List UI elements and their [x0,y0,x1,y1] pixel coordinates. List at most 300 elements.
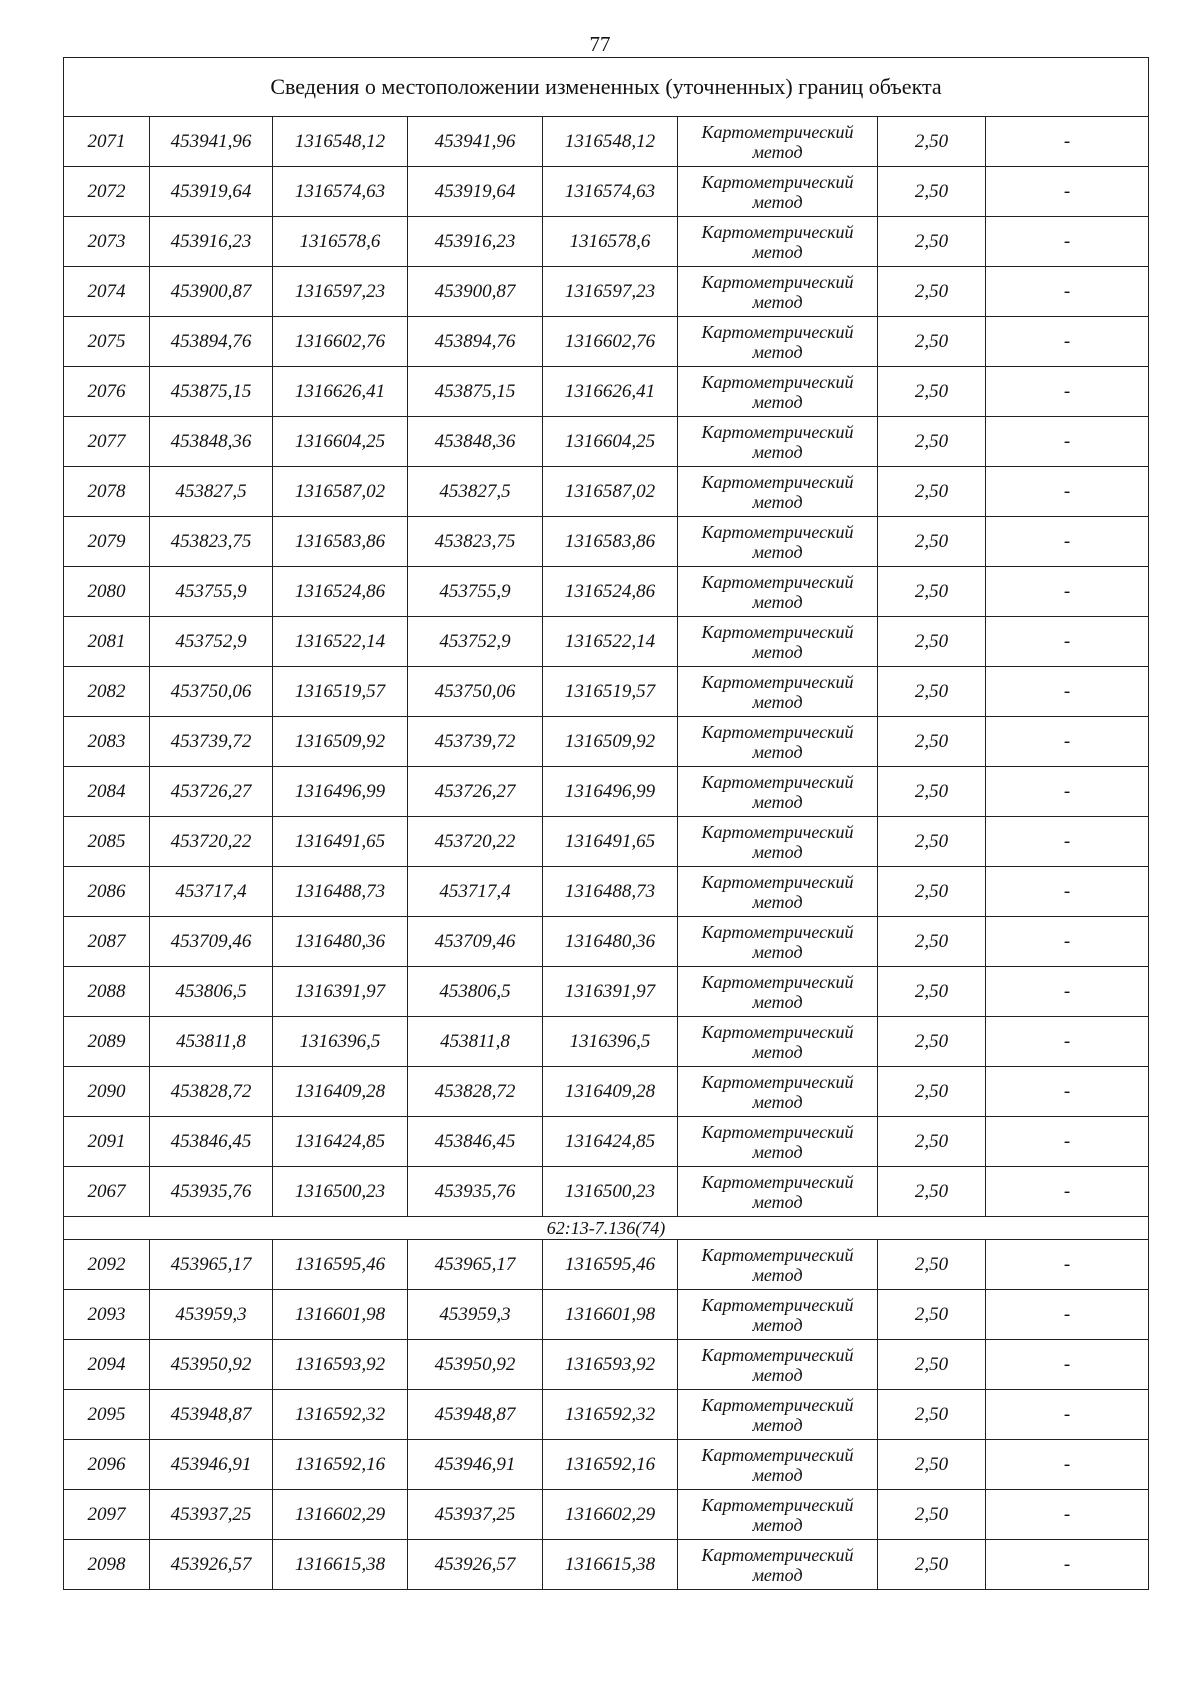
table-row [64,867,1149,917]
accuracy-cell: 2,50 [878,1117,986,1167]
accuracy-cell: 2,50 [878,467,986,517]
y-refined-cell: 1316491,65 [543,817,678,867]
accuracy-cell: 2,50 [878,617,986,667]
y-refined-cell: 1316592,16 [543,1440,678,1490]
y-existing-cell: 1316592,32 [273,1390,408,1440]
point-number-cell: 2077 [64,417,150,467]
method-cell [678,617,878,667]
method-line-2: метод [752,241,803,262]
method-line-1: Картометрический [701,921,854,942]
table-row [64,817,1149,867]
description-cell: - [986,367,1149,417]
table-row [64,717,1149,767]
x-existing-cell: 453919,64 [150,167,273,217]
method-line-2: метод [752,941,803,962]
method-line-2: метод [752,1091,803,1112]
accuracy-cell: 2,50 [878,917,986,967]
description-cell: - [986,1390,1149,1440]
x-existing-cell: 453752,9 [150,617,273,667]
y-existing-cell: 1316602,76 [273,317,408,367]
method-line-1: Картометрический [701,371,854,392]
y-refined-cell: 1316578,6 [543,217,678,267]
method-line-1: Картометрический [701,871,854,892]
method-line-2: метод [752,491,803,512]
accuracy-cell: 2,50 [878,1490,986,1540]
x-existing-cell: 453894,76 [150,317,273,367]
method-cell [678,1167,878,1217]
y-existing-cell: 1316509,92 [273,717,408,767]
x-existing-cell: 453846,45 [150,1117,273,1167]
y-refined-cell: 1316604,25 [543,417,678,467]
x-existing-cell: 453750,06 [150,667,273,717]
accuracy-cell: 2,50 [878,1540,986,1590]
x-existing-cell: 453823,75 [150,517,273,567]
y-existing-cell: 1316583,86 [273,517,408,567]
y-refined-cell: 1316519,57 [543,667,678,717]
y-refined-cell: 1316500,23 [543,1167,678,1217]
method-line-1: Картометрический [701,171,854,192]
method-cell [678,667,878,717]
y-refined-cell: 1316391,97 [543,967,678,1017]
method-line-1: Картометрический [701,1071,854,1092]
y-existing-cell: 1316592,16 [273,1440,408,1490]
point-number-cell: 2087 [64,917,150,967]
method-line-2: метод [752,1041,803,1062]
y-refined-cell: 1316592,32 [543,1390,678,1440]
x-existing-cell: 453948,87 [150,1390,273,1440]
x-refined-cell: 453937,25 [408,1490,543,1540]
description-cell: - [986,1240,1149,1290]
x-refined-cell: 453709,46 [408,917,543,967]
x-existing-cell: 453937,25 [150,1490,273,1540]
method-cell [678,1017,878,1067]
accuracy-cell: 2,50 [878,867,986,917]
x-refined-cell: 453750,06 [408,667,543,717]
method-line-2: метод [752,841,803,862]
y-existing-cell: 1316595,46 [273,1240,408,1290]
description-cell: - [986,667,1149,717]
accuracy-cell: 2,50 [878,567,986,617]
method-line-1: Картометрический [701,1494,854,1515]
x-refined-cell: 453959,3 [408,1290,543,1340]
method-line-1: Картометрический [701,271,854,292]
accuracy-cell: 2,50 [878,417,986,467]
method-line-1: Картометрический [701,571,854,592]
x-existing-cell: 453900,87 [150,267,273,317]
accuracy-cell: 2,50 [878,517,986,567]
method-line-2: метод [752,1564,803,1585]
y-existing-cell: 1316424,85 [273,1117,408,1167]
method-line-2: метод [752,991,803,1012]
method-line-2: метод [752,141,803,162]
table-row [64,767,1149,817]
method-line-2: метод [752,341,803,362]
accuracy-cell: 2,50 [878,367,986,417]
accuracy-cell: 2,50 [878,1017,986,1067]
method-line-1: Картометрический [701,1444,854,1465]
method-line-1: Картометрический [701,1394,854,1415]
method-cell [678,867,878,917]
table-row [64,1390,1149,1440]
table-row [64,667,1149,717]
method-cell [678,1390,878,1440]
y-existing-cell: 1316522,14 [273,617,408,667]
section-label: 62:13-7.136(74) [64,1217,1149,1240]
method-line-1: Картометрический [701,1244,854,1265]
method-cell [678,1240,878,1290]
method-cell [678,1340,878,1390]
x-existing-cell: 453941,96 [150,117,273,167]
method-line-1: Картометрический [701,1121,854,1142]
y-existing-cell: 1316604,25 [273,417,408,467]
y-existing-cell: 1316496,99 [273,767,408,817]
method-line-2: метод [752,1414,803,1435]
method-line-2: метод [752,1314,803,1335]
description-cell: - [986,1017,1149,1067]
table-row [64,1067,1149,1117]
y-existing-cell: 1316491,65 [273,817,408,867]
method-line-1: Картометрический [701,421,854,442]
x-existing-cell: 453950,92 [150,1340,273,1390]
point-number-cell: 2074 [64,267,150,317]
table-title: Сведения о местоположении измененных (уточненных) границ объекта [64,58,1149,117]
method-line-2: метод [752,591,803,612]
accuracy-cell: 2,50 [878,1390,986,1440]
description-cell: - [986,217,1149,267]
method-line-2: метод [752,791,803,812]
table-row [64,417,1149,467]
x-refined-cell: 453726,27 [408,767,543,817]
method-cell [678,1067,878,1117]
table-row [64,1117,1149,1167]
y-existing-cell: 1316519,57 [273,667,408,717]
table-row [64,917,1149,967]
method-cell [678,467,878,517]
description-cell: - [986,717,1149,767]
method-line-2: метод [752,1141,803,1162]
description-cell: - [986,1067,1149,1117]
point-number-cell: 2075 [64,317,150,367]
method-cell [678,417,878,467]
point-number-cell: 2071 [64,117,150,167]
y-existing-cell: 1316626,41 [273,367,408,417]
method-line-1: Картометрический [701,1544,854,1565]
x-refined-cell: 453946,91 [408,1440,543,1490]
method-cell [678,217,878,267]
x-refined-cell: 453935,76 [408,1167,543,1217]
y-existing-cell: 1316587,02 [273,467,408,517]
method-cell [678,267,878,317]
x-existing-cell: 453709,46 [150,917,273,967]
accuracy-cell: 2,50 [878,967,986,1017]
accuracy-cell: 2,50 [878,1167,986,1217]
y-refined-cell: 1316583,86 [543,517,678,567]
table-row [64,1017,1149,1067]
table-row [64,467,1149,517]
description-cell: - [986,1290,1149,1340]
y-existing-cell: 1316500,23 [273,1167,408,1217]
x-refined-cell: 453916,23 [408,217,543,267]
accuracy-cell: 2,50 [878,117,986,167]
method-line-1: Картометрический [701,471,854,492]
table-row [64,617,1149,667]
method-line-1: Картометрический [701,1344,854,1365]
section-row [64,1217,1149,1240]
point-number-cell: 2090 [64,1067,150,1117]
method-cell [678,367,878,417]
y-existing-cell: 1316396,5 [273,1017,408,1067]
x-existing-cell: 453926,57 [150,1540,273,1590]
point-number-cell: 2092 [64,1240,150,1290]
method-cell [678,517,878,567]
point-number-cell: 2073 [64,217,150,267]
x-existing-cell: 453848,36 [150,417,273,467]
x-refined-cell: 453919,64 [408,167,543,217]
x-refined-cell: 453950,92 [408,1340,543,1390]
x-refined-cell: 453848,36 [408,417,543,467]
description-cell: - [986,117,1149,167]
y-refined-cell: 1316602,76 [543,317,678,367]
x-existing-cell: 453726,27 [150,767,273,817]
method-line-2: метод [752,291,803,312]
method-cell [678,167,878,217]
method-cell [678,117,878,167]
description-cell: - [986,267,1149,317]
table-row [64,267,1149,317]
y-existing-cell: 1316524,86 [273,567,408,617]
accuracy-cell: 2,50 [878,1240,986,1290]
accuracy-cell: 2,50 [878,667,986,717]
table-row [64,1490,1149,1540]
method-line-1: Картометрический [701,521,854,542]
description-cell: - [986,1540,1149,1590]
description-cell: - [986,617,1149,667]
table-row [64,1340,1149,1390]
y-refined-cell: 1316593,92 [543,1340,678,1390]
x-existing-cell: 453965,17 [150,1240,273,1290]
method-line-2: метод [752,1464,803,1485]
accuracy-cell: 2,50 [878,1440,986,1490]
method-line-1: Картометрический [701,1021,854,1042]
x-existing-cell: 453959,3 [150,1290,273,1340]
method-cell [678,567,878,617]
y-refined-cell: 1316574,63 [543,167,678,217]
y-refined-cell: 1316587,02 [543,467,678,517]
method-cell [678,317,878,367]
y-refined-cell: 1316509,92 [543,717,678,767]
x-existing-cell: 453828,72 [150,1067,273,1117]
method-cell [678,917,878,967]
accuracy-cell: 2,50 [878,317,986,367]
description-cell: - [986,817,1149,867]
point-number-cell: 2088 [64,967,150,1017]
method-line-1: Картометрический [701,321,854,342]
y-existing-cell: 1316597,23 [273,267,408,317]
point-number-cell: 2085 [64,817,150,867]
method-line-1: Картометрический [701,1171,854,1192]
table-row [64,217,1149,267]
x-existing-cell: 453717,4 [150,867,273,917]
accuracy-cell: 2,50 [878,1340,986,1390]
page-number: 77 [589,32,611,56]
method-line-1: Картометрический [701,671,854,692]
x-refined-cell: 453752,9 [408,617,543,667]
x-existing-cell: 453739,72 [150,717,273,767]
method-line-1: Картометрический [701,121,854,142]
y-refined-cell: 1316601,98 [543,1290,678,1340]
y-refined-cell: 1316424,85 [543,1117,678,1167]
x-existing-cell: 453811,8 [150,1017,273,1067]
description-cell: - [986,517,1149,567]
description-cell: - [986,167,1149,217]
point-number-cell: 2084 [64,767,150,817]
y-existing-cell: 1316602,29 [273,1490,408,1540]
accuracy-cell: 2,50 [878,267,986,317]
x-refined-cell: 453894,76 [408,317,543,367]
accuracy-cell: 2,50 [878,1067,986,1117]
method-cell [678,717,878,767]
y-refined-cell: 1316626,41 [543,367,678,417]
table-row [64,1540,1149,1590]
x-refined-cell: 453717,4 [408,867,543,917]
x-refined-cell: 453827,5 [408,467,543,517]
x-refined-cell: 453900,87 [408,267,543,317]
point-number-cell: 2094 [64,1340,150,1390]
y-refined-cell: 1316409,28 [543,1067,678,1117]
method-line-1: Картометрический [701,221,854,242]
y-refined-cell: 1316496,99 [543,767,678,817]
description-cell: - [986,867,1149,917]
table-row [64,967,1149,1017]
x-refined-cell: 453720,22 [408,817,543,867]
y-refined-cell: 1316524,86 [543,567,678,617]
y-refined-cell: 1316488,73 [543,867,678,917]
description-cell: - [986,917,1149,967]
x-refined-cell: 453965,17 [408,1240,543,1290]
description-cell: - [986,1340,1149,1390]
point-number-cell: 2067 [64,1167,150,1217]
method-line-1: Картометрический [701,621,854,642]
accuracy-cell: 2,50 [878,817,986,867]
table-row [64,1440,1149,1490]
y-refined-cell: 1316597,23 [543,267,678,317]
description-cell: - [986,767,1149,817]
x-existing-cell: 453875,15 [150,367,273,417]
method-cell [678,767,878,817]
coordinates-table [63,57,1149,1590]
y-existing-cell: 1316480,36 [273,917,408,967]
point-number-cell: 2079 [64,517,150,567]
accuracy-cell: 2,50 [878,717,986,767]
x-existing-cell: 453935,76 [150,1167,273,1217]
point-number-cell: 2095 [64,1390,150,1440]
method-cell [678,1290,878,1340]
method-line-2: метод [752,541,803,562]
x-existing-cell: 453806,5 [150,967,273,1017]
method-line-2: метод [752,191,803,212]
table-row [64,1290,1149,1340]
accuracy-cell: 2,50 [878,1290,986,1340]
method-line-2: метод [752,641,803,662]
x-existing-cell: 453827,5 [150,467,273,517]
table-row [64,117,1149,167]
description-cell: - [986,1117,1149,1167]
description-cell: - [986,1440,1149,1490]
x-refined-cell: 453846,45 [408,1117,543,1167]
method-cell [678,1490,878,1540]
x-refined-cell: 453948,87 [408,1390,543,1440]
y-refined-cell: 1316396,5 [543,1017,678,1067]
point-number-cell: 2086 [64,867,150,917]
point-number-cell: 2096 [64,1440,150,1490]
point-number-cell: 2091 [64,1117,150,1167]
x-refined-cell: 453926,57 [408,1540,543,1590]
y-existing-cell: 1316615,38 [273,1540,408,1590]
table-row [64,367,1149,417]
x-refined-cell: 453828,72 [408,1067,543,1117]
method-line-2: метод [752,691,803,712]
point-number-cell: 2078 [64,467,150,517]
accuracy-cell: 2,50 [878,767,986,817]
point-number-cell: 2083 [64,717,150,767]
table-title-row [64,58,1149,117]
method-line-2: метод [752,1264,803,1285]
x-refined-cell: 453806,5 [408,967,543,1017]
x-refined-cell: 453941,96 [408,117,543,167]
point-number-cell: 2097 [64,1490,150,1540]
point-number-cell: 2081 [64,617,150,667]
x-refined-cell: 453739,72 [408,717,543,767]
method-cell [678,1440,878,1490]
method-line-2: метод [752,441,803,462]
x-existing-cell: 453755,9 [150,567,273,617]
method-line-1: Картометрический [701,1294,854,1315]
x-refined-cell: 453755,9 [408,567,543,617]
y-existing-cell: 1316601,98 [273,1290,408,1340]
table-row [64,517,1149,567]
description-cell: - [986,467,1149,517]
y-refined-cell: 1316548,12 [543,117,678,167]
description-cell: - [986,1490,1149,1540]
method-line-2: метод [752,1191,803,1212]
y-refined-cell: 1316595,46 [543,1240,678,1290]
y-existing-cell: 1316578,6 [273,217,408,267]
point-number-cell: 2080 [64,567,150,617]
y-refined-cell: 1316480,36 [543,917,678,967]
method-line-2: метод [752,1514,803,1535]
accuracy-cell: 2,50 [878,167,986,217]
point-number-cell: 2093 [64,1290,150,1340]
y-refined-cell: 1316615,38 [543,1540,678,1590]
y-refined-cell: 1316522,14 [543,617,678,667]
x-existing-cell: 453720,22 [150,817,273,867]
method-cell [678,967,878,1017]
method-cell [678,817,878,867]
table-row [64,167,1149,217]
point-number-cell: 2076 [64,367,150,417]
description-cell: - [986,1167,1149,1217]
description-cell: - [986,417,1149,467]
x-refined-cell: 453875,15 [408,367,543,417]
y-existing-cell: 1316409,28 [273,1067,408,1117]
table-row [64,567,1149,617]
y-existing-cell: 1316593,92 [273,1340,408,1390]
method-line-2: метод [752,891,803,912]
y-existing-cell: 1316391,97 [273,967,408,1017]
method-cell [678,1540,878,1590]
x-existing-cell: 453946,91 [150,1440,273,1490]
y-existing-cell: 1316548,12 [273,117,408,167]
